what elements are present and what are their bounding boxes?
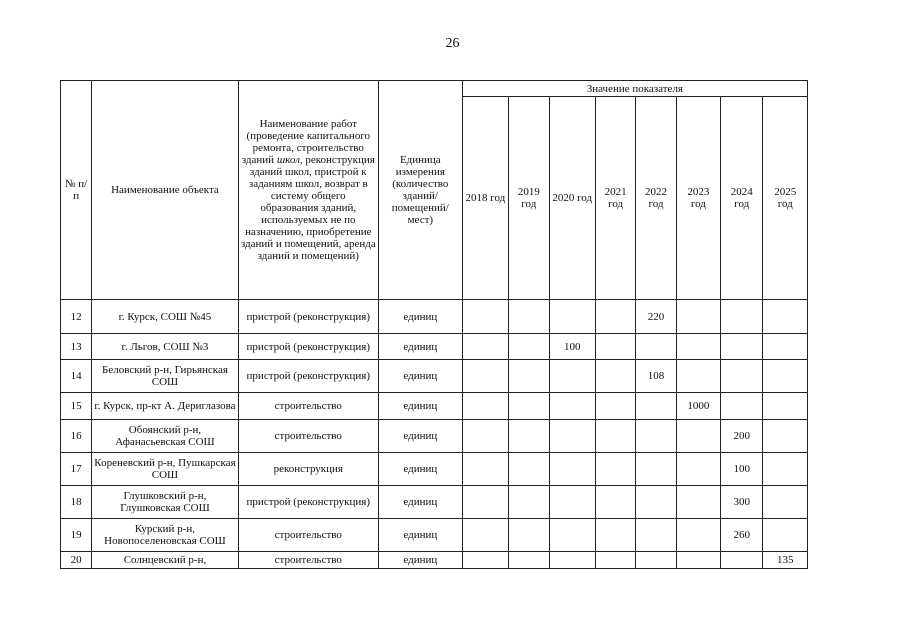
object-name: г. Льгов, СОШ №3: [92, 334, 238, 360]
unit: единиц: [378, 552, 462, 569]
value-cell: [763, 486, 808, 519]
value-cell: [636, 334, 676, 360]
header-num: № п/п: [61, 81, 92, 300]
header-year: 2025 год: [763, 97, 808, 300]
object-name: Беловский р-н, Гирьянская СОШ: [92, 360, 238, 393]
value-cell: [509, 519, 549, 552]
value-cell: 100: [549, 334, 595, 360]
row-number: 15: [61, 393, 92, 420]
value-cell: [721, 360, 763, 393]
value-cell: [549, 486, 595, 519]
value-cell: [763, 393, 808, 420]
value-cell: [462, 453, 508, 486]
table-row: [61, 334, 808, 360]
value-cell: [676, 420, 720, 453]
value-cell: [509, 334, 549, 360]
unit: единиц: [378, 519, 462, 552]
value-cell: [676, 360, 720, 393]
value-cell: [676, 552, 720, 569]
value-cell: [595, 453, 635, 486]
object-name: Глушковский р-н, Глушковская СОШ: [92, 486, 238, 519]
header-year: 2022 год: [636, 97, 676, 300]
value-cell: [462, 519, 508, 552]
value-cell: [462, 486, 508, 519]
value-cell: [676, 486, 720, 519]
value-cell: [549, 420, 595, 453]
header-year: 2018 год: [462, 97, 508, 300]
value-cell: [509, 486, 549, 519]
table-row: [61, 393, 808, 420]
value-cell: [595, 300, 635, 334]
object-name: Обоянский р-н, Афанасьевская СОШ: [92, 420, 238, 453]
header-object-name: Наименование объекта: [92, 81, 238, 300]
row-number: 16: [61, 420, 92, 453]
row-number: 18: [61, 486, 92, 519]
value-cell: [549, 453, 595, 486]
table-row: [61, 360, 808, 393]
value-cell: [636, 552, 676, 569]
value-cell: [721, 300, 763, 334]
work-type: пристрой (реконструкция): [238, 360, 378, 393]
header-year: 2019 год: [509, 97, 549, 300]
header-works-suffix: реконструкция зданий школ, пристрой к заданиям школ, возврат в систему общего образования зданий, используемых не по назначению, приобретение зданий и помещений, аренда зданий и помещений): [240, 154, 376, 262]
value-cell: 108: [636, 360, 676, 393]
unit: единиц: [378, 360, 462, 393]
value-cell: [462, 334, 508, 360]
row-number: 20: [61, 552, 92, 569]
indicator-table: [60, 80, 808, 569]
value-cell: [763, 360, 808, 393]
row-number: 12: [61, 300, 92, 334]
work-type: реконструкция: [238, 453, 378, 486]
value-cell: [636, 519, 676, 552]
value-cell: 300: [721, 486, 763, 519]
value-cell: [636, 486, 676, 519]
row-number: 19: [61, 519, 92, 552]
table-row: [61, 552, 808, 569]
value-cell: [509, 420, 549, 453]
value-cell: [763, 453, 808, 486]
value-cell: [763, 334, 808, 360]
value-cell: [676, 453, 720, 486]
header-works-prefix: Наименование работ (проведение капитального ремонта, строительство зданий: [241, 118, 371, 166]
value-cell: [595, 393, 635, 420]
value-cell: [549, 360, 595, 393]
value-cell: [763, 300, 808, 334]
row-number: 13: [61, 334, 92, 360]
object-name: Солнцевский р-н,: [92, 552, 238, 569]
page-number: 26: [445, 36, 460, 51]
object-name: Курский р-н, Новопоселеновская СОШ: [92, 519, 238, 552]
table-row: [61, 486, 808, 519]
value-cell: [595, 486, 635, 519]
value-cell: [462, 420, 508, 453]
value-cell: [549, 552, 595, 569]
table-row: [61, 420, 808, 453]
work-type: пристрой (реконструкция): [238, 334, 378, 360]
value-cell: [462, 552, 508, 569]
header-year: 2024 год: [721, 97, 763, 300]
object-name: Кореневский р-н, Пушкарская СОШ: [92, 453, 238, 486]
work-type: строительство: [238, 519, 378, 552]
value-cell: 135: [763, 552, 808, 569]
table-row: [61, 300, 808, 334]
value-cell: [763, 420, 808, 453]
value-cell: 220: [636, 300, 676, 334]
table-row: [61, 519, 808, 552]
header-year: 2023 год: [676, 97, 720, 300]
table-body: [61, 300, 808, 569]
value-cell: 100: [721, 453, 763, 486]
value-cell: [763, 519, 808, 552]
value-cell: [462, 360, 508, 393]
value-cell: [676, 519, 720, 552]
unit: единиц: [378, 486, 462, 519]
value-cell: [595, 360, 635, 393]
work-type: строительство: [238, 393, 378, 420]
value-cell: [595, 519, 635, 552]
header-unit: Единица измерения (количество зданий/ помещений/ мест): [378, 81, 462, 300]
header-works: [238, 81, 378, 300]
unit: единиц: [378, 453, 462, 486]
value-cell: [462, 300, 508, 334]
unit: единиц: [378, 420, 462, 453]
value-cell: [636, 453, 676, 486]
value-cell: [595, 552, 635, 569]
unit: единиц: [378, 300, 462, 334]
header-year: 2021 год: [595, 97, 635, 300]
header-works-italic: школ,: [276, 154, 303, 166]
header-value-group: Значение показателя: [462, 81, 807, 97]
value-cell: [509, 453, 549, 486]
value-cell: [721, 552, 763, 569]
value-cell: 260: [721, 519, 763, 552]
work-type: пристрой (реконструкция): [238, 300, 378, 334]
row-number: 17: [61, 453, 92, 486]
value-cell: [721, 334, 763, 360]
value-cell: [509, 552, 549, 569]
header-year: 2020 год: [549, 97, 595, 300]
value-cell: [676, 300, 720, 334]
value-cell: 200: [721, 420, 763, 453]
value-cell: [549, 393, 595, 420]
value-cell: [595, 420, 635, 453]
value-cell: [509, 300, 549, 334]
work-type: строительство: [238, 420, 378, 453]
value-cell: [721, 393, 763, 420]
value-cell: [462, 393, 508, 420]
table-row: [61, 453, 808, 486]
unit: единиц: [378, 334, 462, 360]
object-name: г. Курск, СОШ №45: [92, 300, 238, 334]
value-cell: [636, 393, 676, 420]
unit: единиц: [378, 393, 462, 420]
value-cell: [595, 334, 635, 360]
value-cell: [549, 519, 595, 552]
value-cell: [509, 360, 549, 393]
value-cell: [509, 393, 549, 420]
value-cell: [549, 300, 595, 334]
value-cell: [636, 420, 676, 453]
row-number: 14: [61, 360, 92, 393]
value-cell: 1000: [676, 393, 720, 420]
work-type: пристрой (реконструкция): [238, 486, 378, 519]
work-type: строительство: [238, 552, 378, 569]
value-cell: [676, 334, 720, 360]
object-name: г. Курск, пр-кт А. Дериглазова: [92, 393, 238, 420]
